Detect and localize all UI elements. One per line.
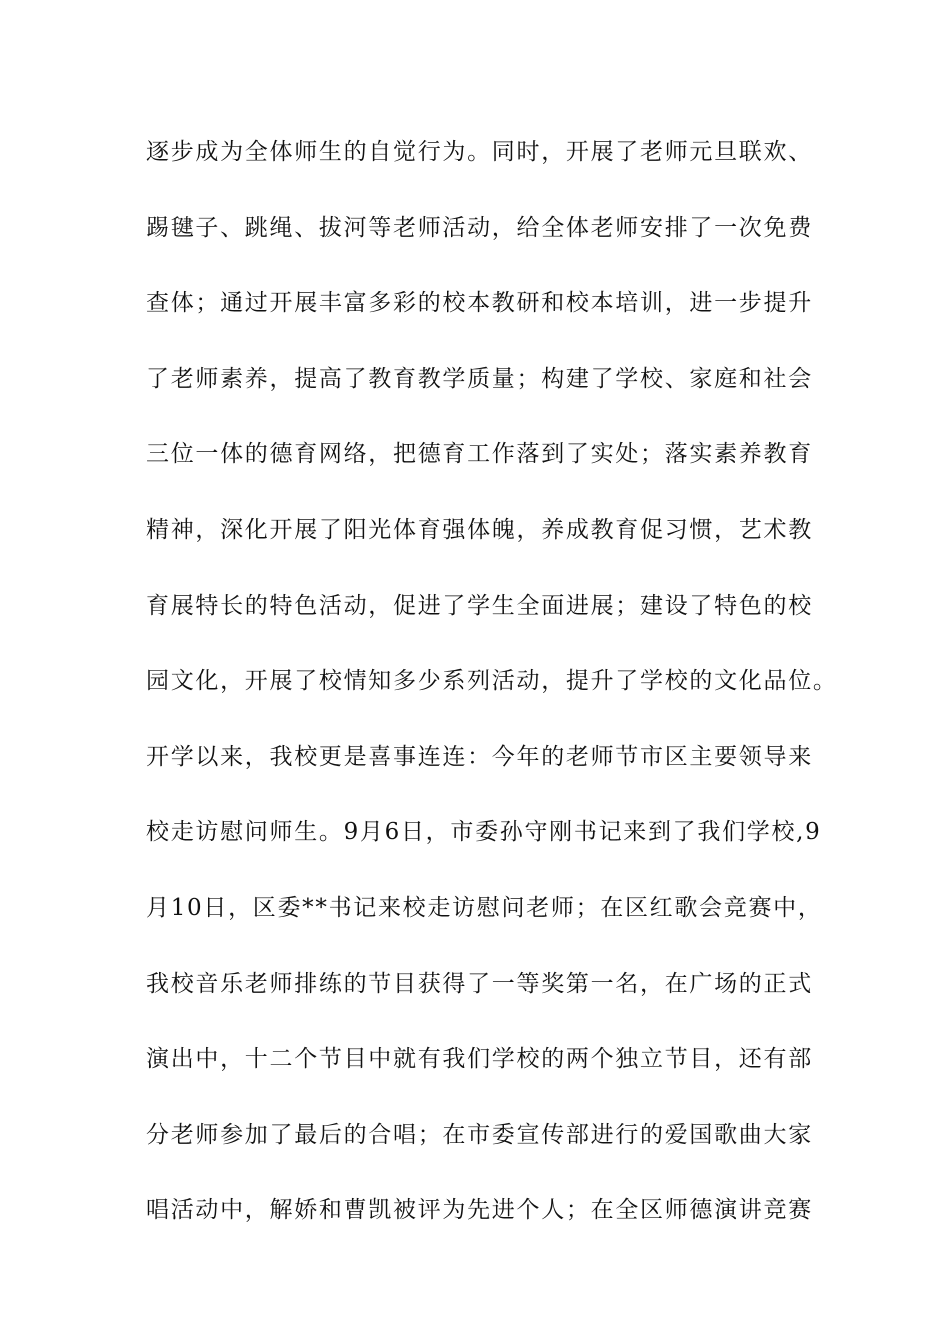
text-line: 演出中，十二个节目中就有我们学校的两个独立节目，还有部 — [146, 1046, 813, 1073]
text-line: 我校音乐老师排练的节目获得了一等奖第一名，在广场的正式 — [146, 970, 813, 997]
body-text — [146, 128, 838, 1262]
text-line: 逐步成为全体师生的自觉行为。同时，开展了老师元旦联欢、 — [146, 139, 813, 165]
text-line: 校走访慰问师生。9月6日，市委孙守刚书记来到了我们学校,9 — [146, 819, 822, 846]
text-line: 分老师参加了最后的合唱；在市委宣传部进行的爱国歌曲大家 — [146, 1121, 813, 1148]
text-line: 查体；通过开展丰富多彩的校本教研和校本培训，进一步提升 — [146, 290, 813, 317]
text-line: 踢毽子、跳绳、拔河等老师活动，给全体老师安排了一次免费 — [146, 214, 813, 241]
text-line: 开学以来，我校更是喜事连连：今年的老师节市区主要领导来 — [146, 743, 813, 770]
text-line: 了老师素养，提高了教育教学质量；构建了学校、家庭和社会 — [146, 365, 813, 392]
text-line: 唱活动中，解娇和曹凯被评为先进个人；在全区师德演讲竞赛 — [146, 1197, 813, 1224]
text-line: 精神，深化开展了阳光体育强体魄，养成教育促习惯，艺术教 — [146, 516, 813, 543]
text-line: 园文化，开展了校情知多少系列活动，提升了学校的文化品位。 — [146, 668, 838, 695]
text-line: 月10日，区委**书记来校走访慰问老师；在区红歌会竞赛中， — [146, 894, 823, 921]
text-line: 三位一体的德育网络，把德育工作落到了实处；落实素养教育 — [146, 441, 813, 468]
text-line: 育展特长的特色活动，促进了学生全面进展；建设了特色的校 — [146, 592, 813, 619]
